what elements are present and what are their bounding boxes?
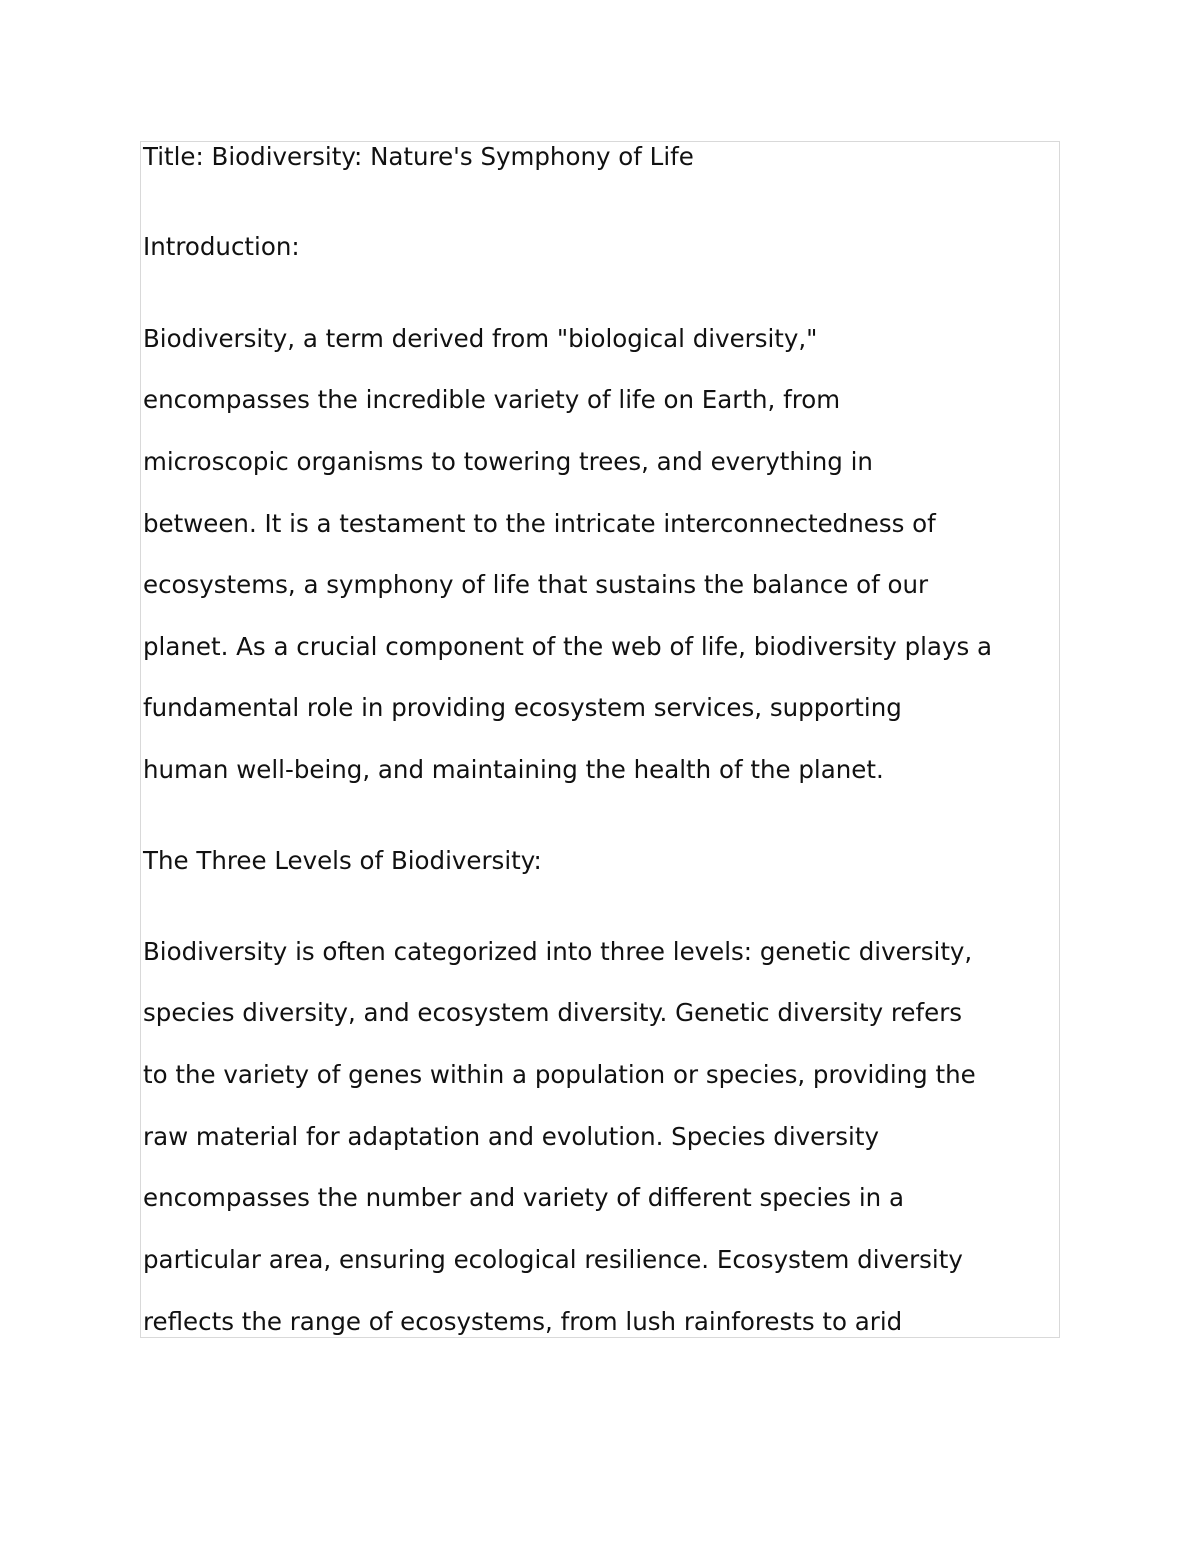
paragraph-line: particular area, ensuring ecological resilience. Ecosystem diversity [143, 1245, 963, 1274]
paragraph-line: Biodiversity, a term derived from "biological diversity," [143, 324, 818, 353]
text-frame [140, 141, 1060, 1338]
paragraph-line: species diversity, and ecosystem diversity. Genetic diversity refers [143, 998, 963, 1027]
paragraph-line: to the variety of genes within a population or species, providing the [143, 1060, 976, 1089]
section-heading-three-levels: The Three Levels of Biodiversity: [143, 846, 542, 875]
section-heading-introduction: Introduction: [143, 232, 300, 261]
paragraph-line: reflects the range of ecosystems, from lush rainforests to arid [143, 1307, 903, 1336]
paragraph-line: microscopic organisms to towering trees, and everything in [143, 447, 873, 476]
paragraph-line: planet. As a crucial component of the web of life, biodiversity plays a [143, 632, 993, 661]
paragraph-line: encompasses the incredible variety of life on Earth, from [143, 385, 841, 414]
paragraph-line: fundamental role in providing ecosystem services, supporting [143, 693, 902, 722]
paragraph-line: human well-being, and maintaining the health of the planet. [143, 755, 884, 784]
paragraph-line: between. It is a testament to the intricate interconnectedness of [143, 509, 936, 538]
paragraph-line: Biodiversity is often categorized into three levels: genetic diversity, [143, 937, 973, 966]
paragraph-line: raw material for adaptation and evolution. Species diversity [143, 1122, 879, 1151]
paragraph-line: ecosystems, a symphony of life that sustains the balance of our [143, 570, 929, 599]
document-title: Title: Biodiversity: Nature's Symphony of Life [143, 142, 694, 171]
paragraph-line: encompasses the number and variety of different species in a [143, 1183, 904, 1212]
